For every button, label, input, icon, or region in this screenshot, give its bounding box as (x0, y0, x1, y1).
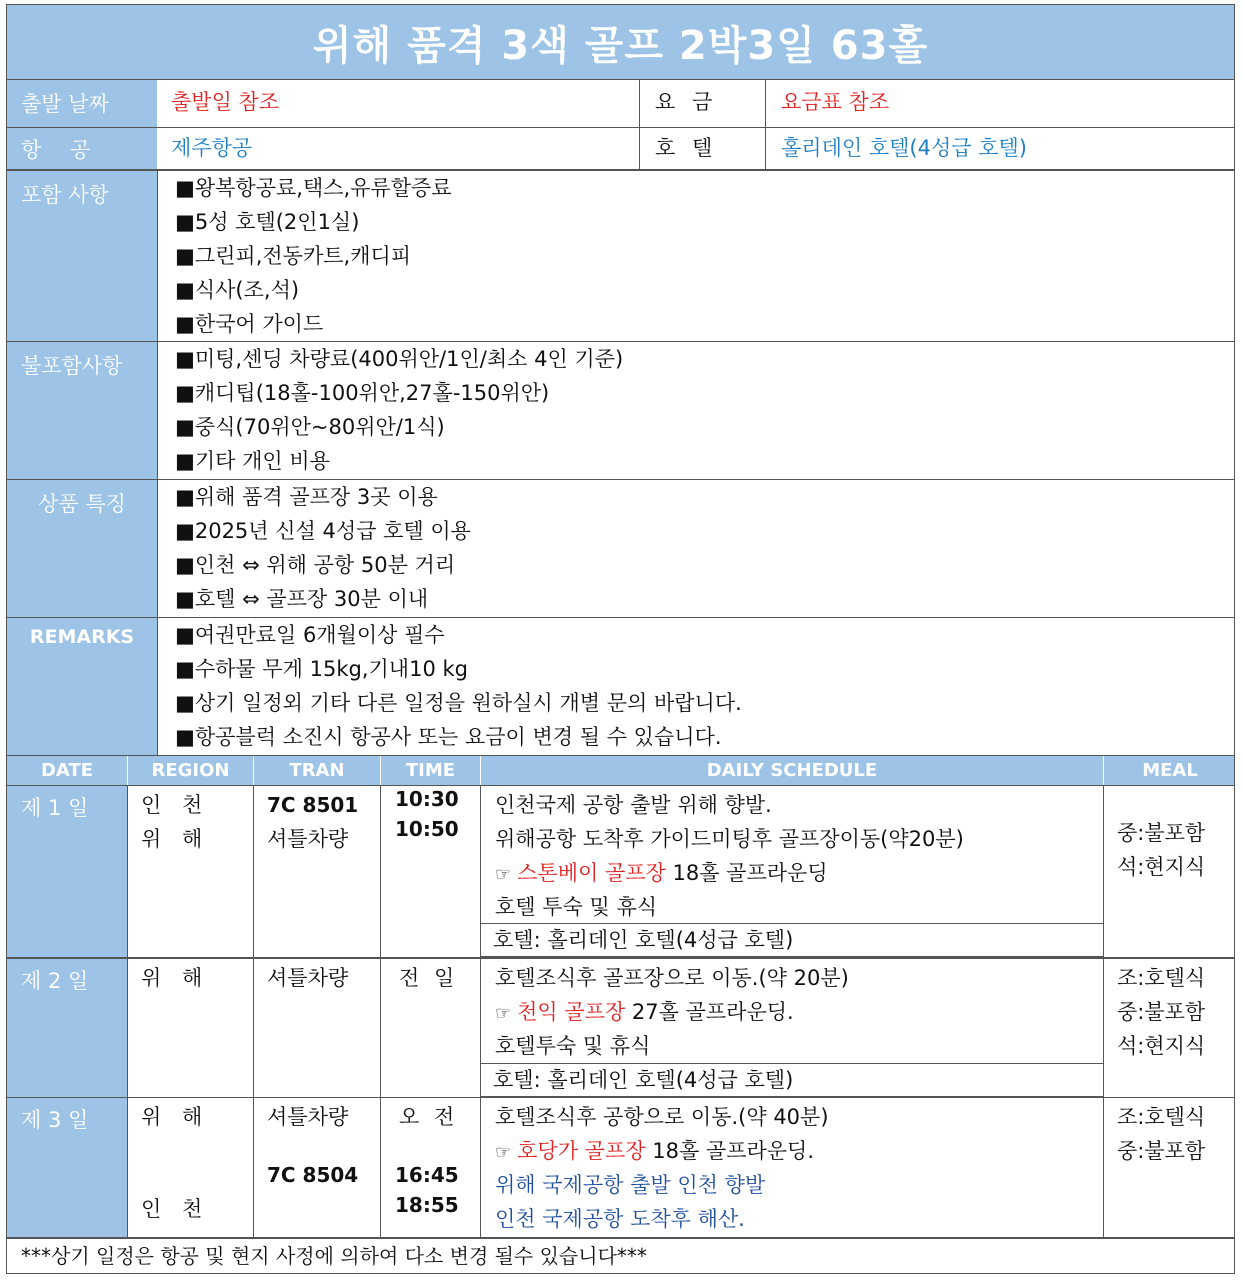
day3-tran-1: 셔틀차량 (267, 1105, 349, 1129)
day1-region-1: 인 천 (141, 793, 203, 817)
remark-item: ■상기 일정외 기타 다른 일정을 원하실시 개별 문의 바랍니다. (175, 691, 742, 715)
depart-value: 출발일 참조 (171, 90, 280, 114)
day3-time-2: 16:45 (395, 1163, 459, 1187)
day3-schedule-3: 위해 국제공항 출발 인천 향발 (495, 1173, 766, 1197)
included-item: ■식사(조,석) (175, 278, 300, 302)
day2-golf-detail: 27홀 골프라운딩. (625, 1000, 794, 1024)
day1-golf-detail: 18홀 골프라운딩 (665, 861, 828, 885)
day1-schedule-4: 호텔 투숙 및 휴식 (495, 895, 658, 919)
hotel-value: 홀리데인 호텔(4성급 호텔) (781, 136, 1027, 160)
day3-time-3: 18:55 (395, 1193, 459, 1217)
day2-region-1: 위 해 (141, 966, 203, 990)
excluded-section (6, 342, 1235, 480)
day3-region-1: 위 해 (141, 1105, 203, 1129)
day1-meal-1: 중:불포함 (1117, 821, 1206, 845)
day1-hotel: 호텔: 홀리데인 호텔(4성급 호텔) (481, 923, 1103, 957)
day2-time-1: 전 일 (399, 966, 455, 990)
excluded-item: ■미팅,센딩 차량료(400위안/1인/최소 4인 기준) (175, 347, 624, 371)
day3-schedule-4: 인천 국제공항 도착후 해산. (495, 1207, 745, 1231)
remarks-label: REMARKS (7, 618, 157, 755)
remark-item: ■항공블럭 소진시 항공사 또는 요금이 변경 될 수 있습니다. (175, 725, 722, 749)
hotel-label: 호 텔 (655, 136, 713, 160)
depart-label: 출발 날짜 (7, 80, 157, 127)
excluded-item: ■중식(70위안~80위안/1식) (175, 415, 445, 439)
day1-golf-course: 스톤베이 골프장 (517, 861, 666, 885)
day1-schedule-3 (495, 856, 964, 890)
included-item: ■왕복항공료,택스,유류할증료 (175, 176, 452, 200)
day2-label: 제 2 일 (7, 959, 127, 1097)
remark-item: ■수하물 무게 15kg,기내10 kg (175, 657, 468, 681)
day3-schedule-1: 호텔조식후 공항으로 이동.(약 40분) (495, 1105, 829, 1129)
day2-hotel: 호텔: 홀리데인 호텔(4성급 호텔) (481, 1063, 1103, 1097)
day2-schedule-2 (495, 995, 849, 1029)
airline-value: 제주항공 (171, 136, 253, 160)
feature-item: ■호텔 ⇔ 골프장 30분 이내 (175, 587, 429, 611)
price-label: 요 금 (655, 90, 713, 114)
header-time: TIME (405, 760, 456, 781)
day2-schedule-1: 호텔조식후 골프장으로 이동.(약 20분) (495, 966, 849, 990)
feature-item: ■2025년 신설 4성급 호텔 이용 (175, 519, 471, 543)
feature-item: ■위해 품격 골프장 3곳 이용 (175, 485, 438, 509)
info-row-airline (6, 128, 1235, 170)
remarks-section (6, 618, 1235, 756)
day2-tran-1: 셔틀차량 (267, 966, 349, 990)
features-label: 상품 특징 (7, 480, 157, 617)
day3-row (6, 1098, 1235, 1238)
price-value: 요금표 참조 (781, 90, 890, 114)
page-title: 위해 품격 3색 골프 2박3일 63홀 (6, 4, 1235, 80)
day1-tran-1: 7C 8501 (267, 793, 359, 817)
header-date: DATE (40, 760, 94, 781)
day3-schedule-2 (495, 1134, 829, 1168)
included-item: ■그린피,전동카트,캐디피 (175, 244, 412, 268)
day1-tran-2: 셔틀차량 (267, 827, 349, 851)
header-daily: DAILY SCHEDULE (706, 760, 878, 781)
day2-meal-1: 조:호텔식 (1117, 966, 1206, 990)
footer-notice: ***상기 일정은 항공 및 현지 사정에 의하여 다소 변경 될수 있습니다*** (6, 1238, 1235, 1274)
day2-meal-2: 중:불포함 (1117, 1000, 1206, 1024)
feature-item: ■인천 ⇔ 위해 공항 50분 거리 (175, 553, 456, 577)
day1-schedule-1: 인천국제 공항 출발 위해 향발. (495, 793, 772, 817)
included-item: ■5성 호텔(2인1실) (175, 210, 360, 234)
day1-row (6, 786, 1235, 958)
included-section (6, 170, 1235, 342)
remark-item: ■여권만료일 6개월이상 필수 (175, 623, 445, 647)
day3-golf-detail: 18홀 골프라운딩. (645, 1139, 815, 1163)
info-row-depart (6, 80, 1235, 128)
day1-label: 제 1 일 (7, 786, 127, 957)
day2-schedule-3: 호텔투숙 및 휴식 (495, 1034, 651, 1058)
schedule-header (6, 756, 1235, 786)
day3-meal-1: 조:호텔식 (1117, 1105, 1206, 1129)
day1-time-2: 10:50 (395, 817, 459, 841)
pointing-hand-icon: ☞ (495, 1142, 512, 1163)
header-region: REGION (151, 760, 230, 781)
included-item: ■한국어 가이드 (175, 312, 324, 336)
day2-meal-3: 석:현지식 (1117, 1034, 1206, 1058)
day3-tran-2: 7C 8504 (267, 1163, 359, 1187)
day2-golf-course: 천익 골프장 (517, 1000, 626, 1024)
included-label: 포함 사항 (7, 171, 157, 341)
day2-row (6, 958, 1235, 1098)
excluded-label: 불포함사항 (7, 342, 157, 479)
day1-schedule-2: 위해공항 도착후 가이드미팅후 골프장이동(약20분) (495, 827, 964, 851)
header-tran: TRAN (289, 760, 345, 781)
header-meal: MEAL (1142, 760, 1198, 781)
day3-golf-course: 호당가 골프장 (517, 1139, 646, 1163)
day3-label: 제 3 일 (7, 1098, 127, 1237)
day3-region-2: 인 천 (141, 1197, 203, 1221)
day1-meal-2: 석:현지식 (1117, 855, 1206, 879)
excluded-item: ■기타 개인 비용 (175, 449, 330, 473)
day3-time-1: 오 전 (399, 1105, 455, 1129)
excluded-item: ■캐디팁(18홀-100위안,27홀-150위안) (175, 381, 550, 405)
day1-time-1: 10:30 (395, 787, 459, 811)
day1-region-2: 위 해 (141, 827, 203, 851)
pointing-hand-icon: ☞ (495, 1003, 512, 1024)
pointing-hand-icon: ☞ (495, 864, 512, 885)
airline-label: 항 공 (7, 128, 157, 169)
features-section (6, 480, 1235, 618)
day3-meal-2: 중:불포함 (1117, 1139, 1206, 1163)
